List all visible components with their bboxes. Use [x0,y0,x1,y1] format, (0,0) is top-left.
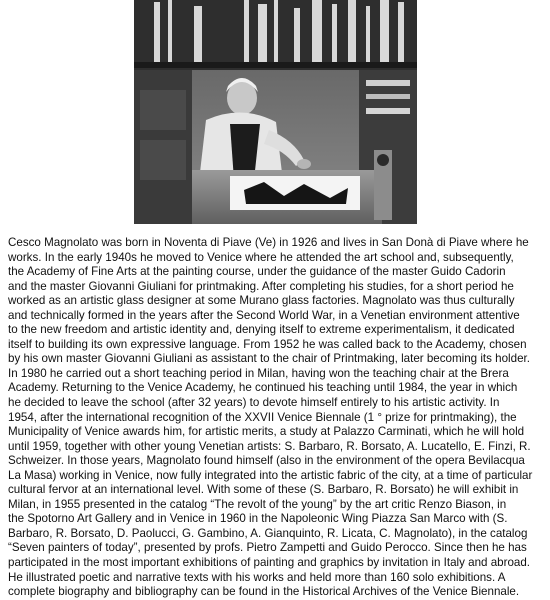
artist-photo-image [134,0,417,224]
artist-photo [134,0,417,224]
biography-text: Cesco Magnolato was born in Noventa di Piave (Ve) in 1926 and lives in San Donà di Piave where he works. In the early 1940s he moved to Venice where he attended the art school and, subsequently, the Academy of Fine Arts at the painting course, under the guidance of the master Guido Cadorin and the master Giovanni Giuliani for printmaking. After completing his studies, for a short period he worked as an artistic glass designer at some Murano glass factories. Magnolato was thus culturally and technically formed in the years after the Second World War, in a Venetian environment attentive to the new freedom and artistic identity and, denying itself to extreme experimentalism, it dedicated itself to building its own expressive language. From 1952 he was called back to the Academy, chosen by his own master Giovanni Giuliani as assistant to the chair of Printmaking, later becoming its holder. In 1980 he carried out a short teaching period in Milan, having won the teaching chair at the Brera Academy. Returning to the Venice Academy, he continued his teaching until 1984, the year in which he decided to leave the school (after 32 years) to devote himself entirely to his artistic activity. In 1954, after the international recognition of the XXVII Venice Biennale (1 ° prize for printmaking), the Municipality of Venice awards him, for artistic merits, a study at Palazzo Carminati, which he will hold until 1959, together with other young Venetian artists: S. Barbaro, R. Borsato, A. Lucatello, E. Finzi, R. Schweizer. In those years, Magnolato found himself (also in the environment of the opera Bevilacqua La Masa) working in Venice, now fully integrated into the artistic fabric of the city, at a time of particular cultural fervor at an international level. With some of these (S. Barbaro, R. Borsato) he will exhibit in Milan, in 1955 presented in the catalog “The revolt of the young” by the art critic Renzo Biason, in the Spotorno Art Gallery and in Venice in 1960 in the Napoleonic Wing Piazza San Marco with (S. Barbaro, R. Borsato, D. Paolucci, G. Gambino, A. Gianquinto, R. Licata, C. Magnolato), in the catalog “Seven painters of today”, presented by profs. Pietro Zampetti and Guido Perocco. Since then he has participated in the most important exhibitions of painting and graphics by invitation in Italy and abroad. He illustrated poetic and narrative texts with his works and held more than 160 solo exhibitions. A complete biography and bibliography can be found in the Historical Archives of the Venice Biennale. [8,236,533,599]
